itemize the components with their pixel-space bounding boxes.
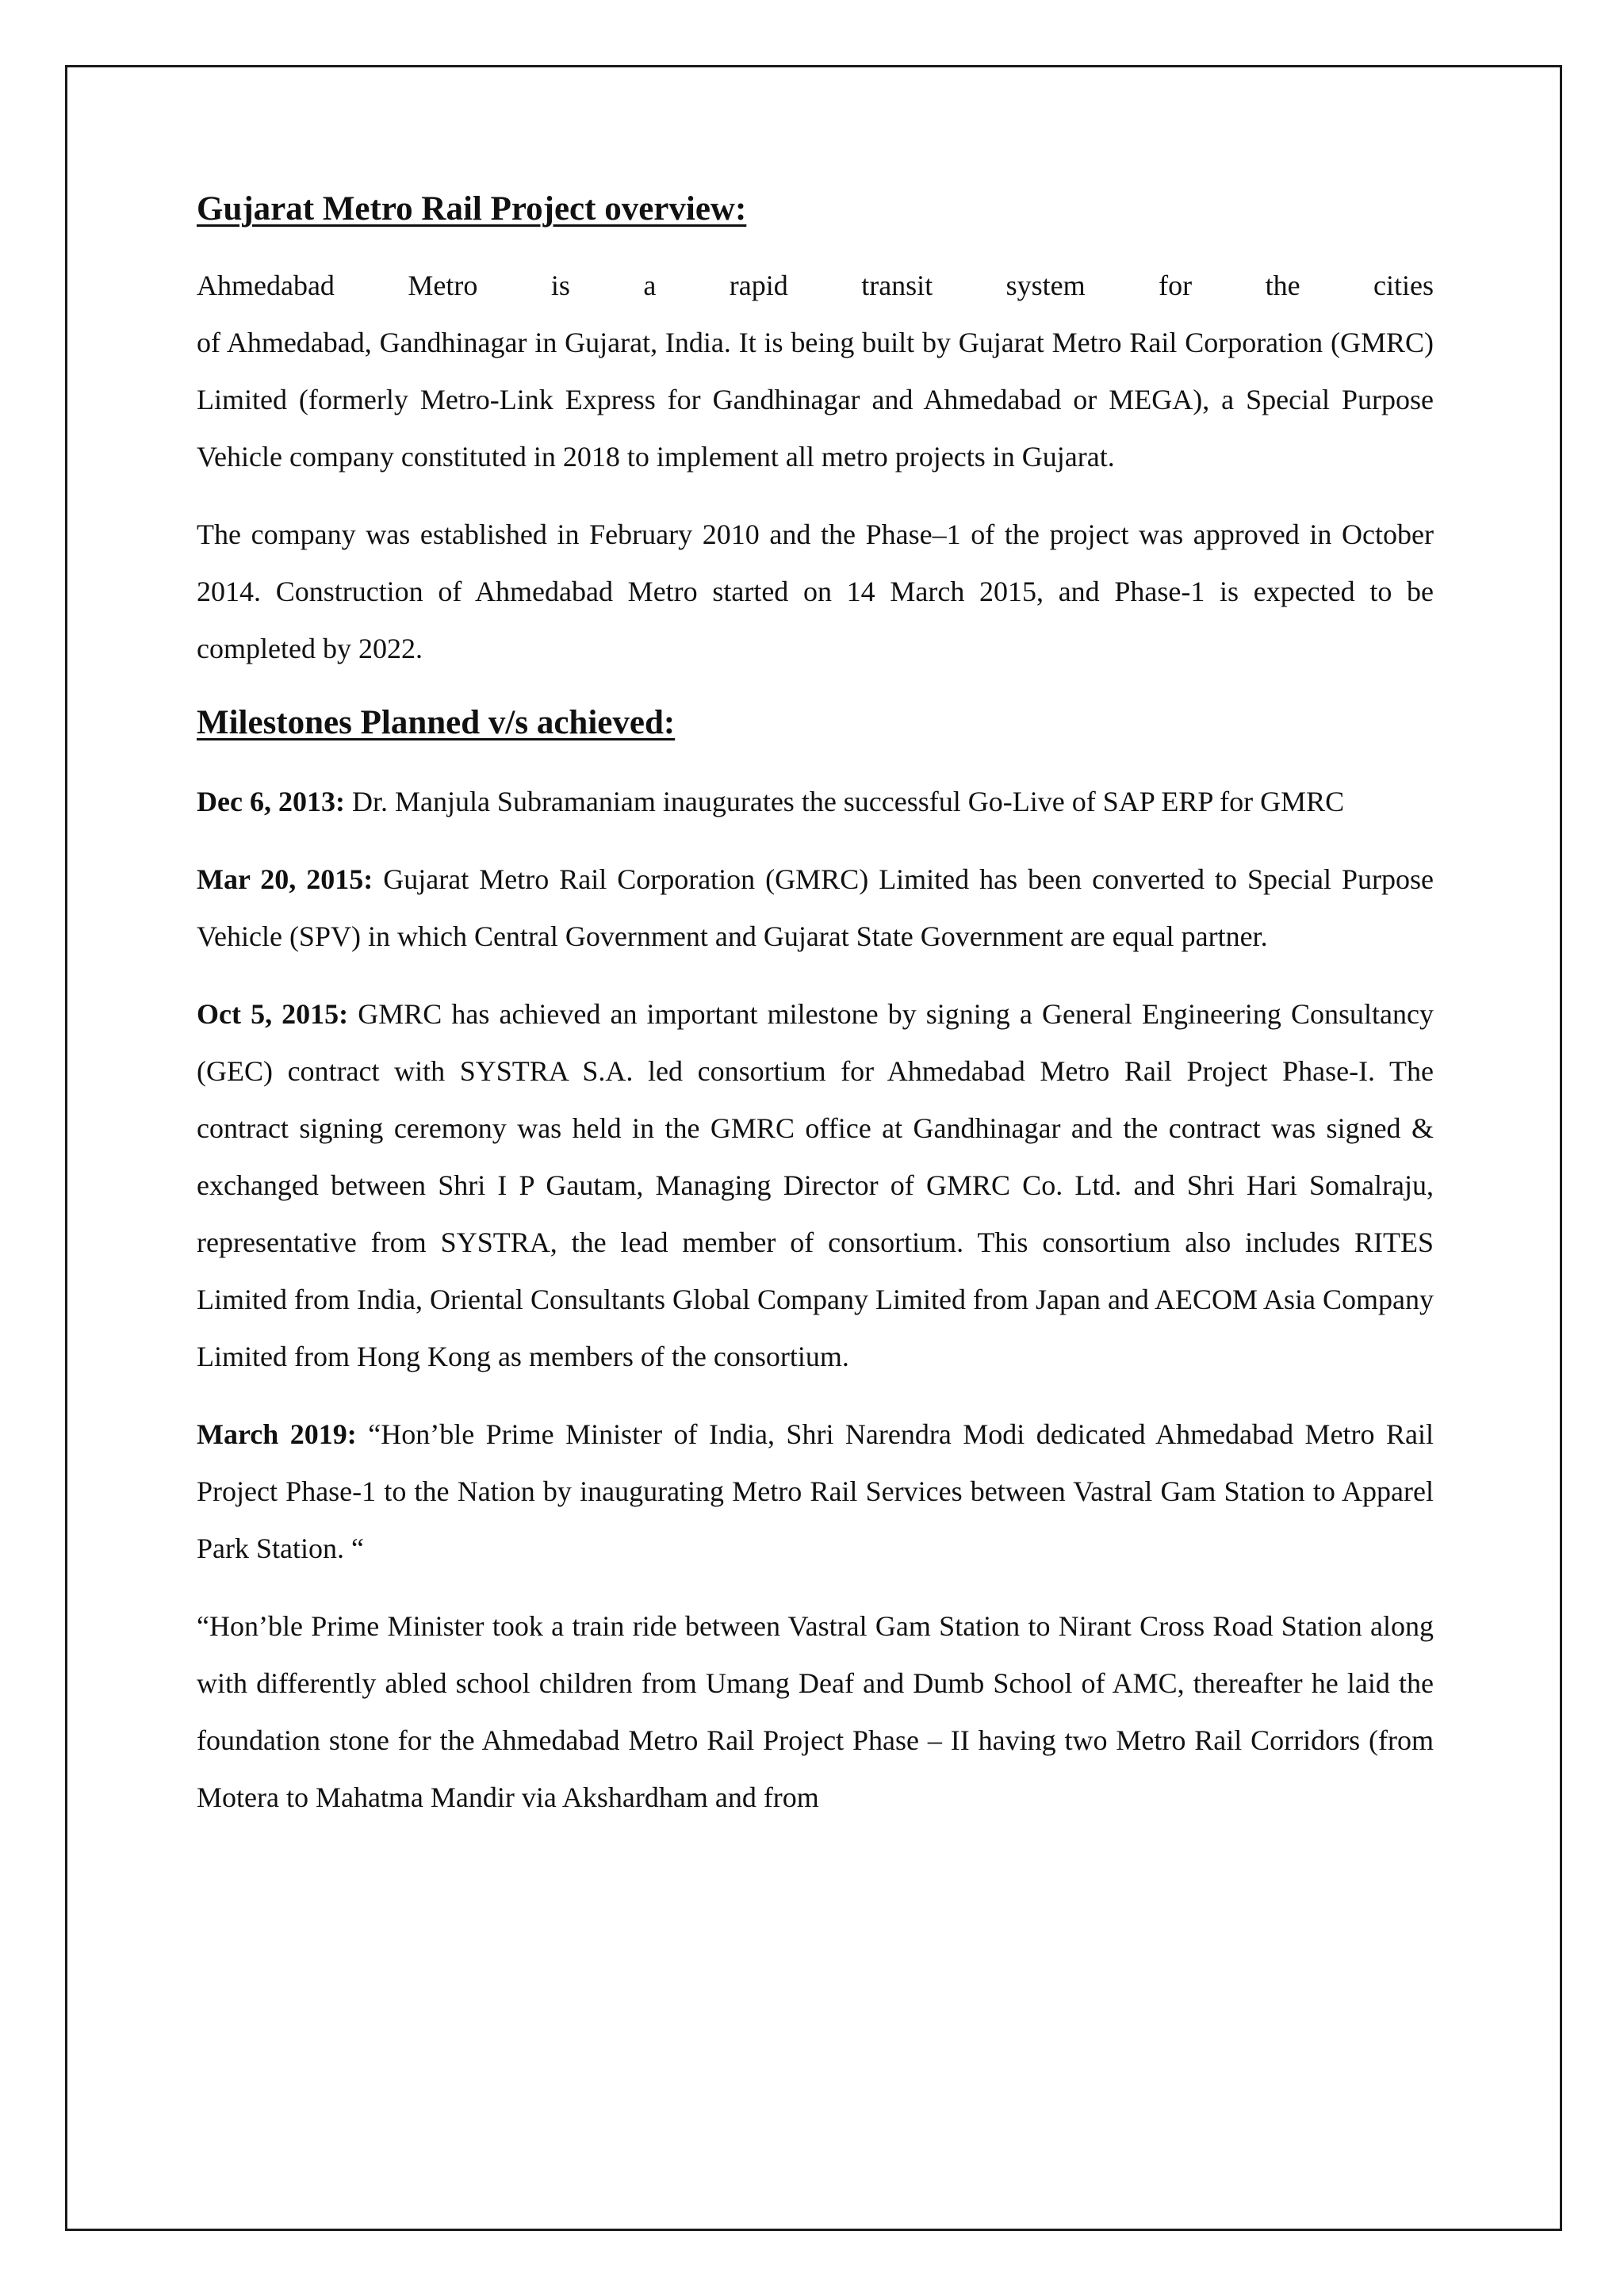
milestone-date: Mar 20, 2015: xyxy=(197,863,373,896)
milestone-text: “Hon’ble Prime Minister of India, Shri Narendra Modi dedicated Ahmedabad Metro Rail Project Phase-1 to the Nation by inaugurating Metro Rail Services between Vastral Gam Station to Apparel Park Station. “ xyxy=(197,1418,1434,1565)
overview-paragraph-1-line-1: Ahmedabad Metro is a rapid transit system for the cities xyxy=(197,269,1434,301)
milestones-heading: Milestones Planned v/s achieved: xyxy=(197,703,676,741)
milestone-item xyxy=(197,851,1434,965)
milestone-date: Oct 5, 2015: xyxy=(197,998,349,1031)
milestone-item xyxy=(197,1406,1434,1577)
overview-paragraph-1: of Ahmedabad, Gandhinagar in Gujarat, India. It is being built by Gujarat Metro Rail Corporation (GMRC) Limited (formerly Metro-Link Express for Gandhinagar and Ahmedabad or MEGA), a Special Purpose Vehicle company constituted in 2018 to implement all metro projects in Gujarat. xyxy=(197,326,1434,473)
milestone-date: March 2019: xyxy=(197,1418,357,1451)
milestone-text: GMRC has achieved an important milestone by signing a General Engineering Consultancy (GEC) contract with SYSTRA S.A. led consortium for Ahmedabad Metro Rail Project Phase-I. The contract signing ceremony was held in the GMRC office at Gandhinagar and the contract was signed & exchanged between Shri I P Gautam, Managing Director of GMRC Co. Ltd. and Shri Hari Somalraju, representative from SYSTRA, the lead member of consortium. This consortium also includes RITES Limited from India, Oriental Consultants Global Company Limited from Japan and AECOM Asia Company Limited from Hong Kong as members of the consortium. xyxy=(197,998,1434,1373)
milestone-continuation-paragraph: “Hon’ble Prime Minister took a train ride between Vastral Gam Station to Nirant Cross Road Station along with differently abled school children from Umang Deaf and Dumb School of AMC, thereafter he laid the foundation stone for the Ahmedabad Metro Rail Project Phase – II having two Metro Rail Corridors (from Motera to Mahatma Mandir via Akshardham and from xyxy=(197,1610,1434,1814)
milestone-item xyxy=(197,773,1434,830)
milestone-item xyxy=(197,985,1434,1385)
milestone-text: Gujarat Metro Rail Corporation (GMRC) Limited has been converted to Special Purpose Vehicle (SPV) in which Central Government and Gujarat State Government are equal partner. xyxy=(197,863,1434,953)
overview-heading: Gujarat Metro Rail Project overview: xyxy=(197,190,747,228)
milestone-date: Dec 6, 2013: xyxy=(197,786,345,818)
milestone-text: Dr. Manjula Subramaniam inaugurates the successful Go-Live of SAP ERP for GMRC xyxy=(344,786,1345,818)
document-body xyxy=(197,189,1434,1846)
overview-paragraph-2: The company was established in February 2010 and the Phase–1 of the project was approved in October 2014. Construction of Ahmedabad Metro started on 14 March 2015, and Phase-1 is expected to be completed by 2022. xyxy=(197,518,1434,664)
